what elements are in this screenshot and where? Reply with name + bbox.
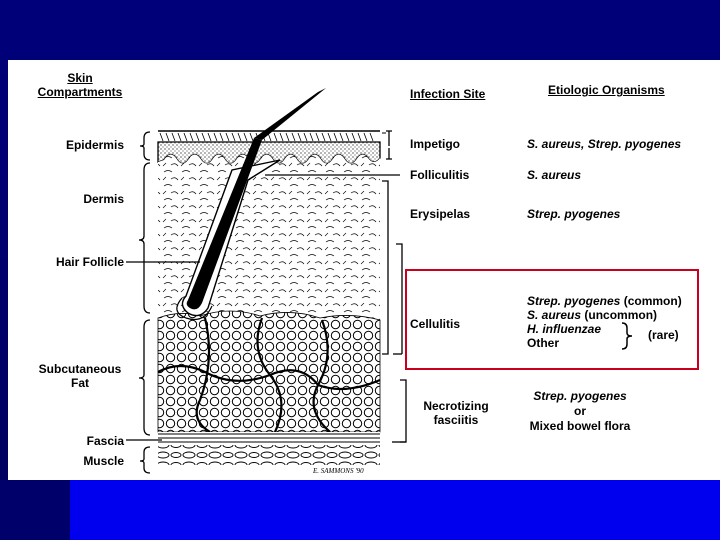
organisms-necrotizing-2: Mixed bowel flora [529, 419, 631, 433]
organisms-necrotizing-or: or [574, 404, 586, 418]
fascia-layer [158, 432, 380, 444]
organisms-cellulitis-line1 [527, 294, 682, 308]
site-cellulitis: Cellulitis [410, 317, 461, 331]
label-muscle: Muscle [83, 454, 124, 468]
header-skin-compartments: Skin Compartments [37, 71, 123, 99]
label-epidermis: Epidermis [65, 138, 124, 152]
rare-brace [620, 322, 634, 350]
organism-strep-pyogenes: Strep. pyogenes [527, 294, 621, 308]
label-subcutaneous-fat: Subcutaneous Fat [38, 362, 122, 390]
site-necrotizing-fasciitis: Necrotizing fasciitis [423, 399, 489, 427]
organisms-cellulitis-rare: (rare) [648, 328, 679, 342]
organisms-cellulitis-line2 [527, 308, 657, 322]
site-folliculitis: Folliculitis [410, 168, 470, 182]
site-impetigo: Impetigo [410, 137, 460, 151]
organism-s-aureus: S. aureus [527, 308, 582, 322]
organisms-necrotizing-1: Strep. pyogenes [533, 389, 627, 403]
organism-frequency-uncommon: (uncommon) [581, 308, 658, 322]
site-erysipelas: Erysipelas [410, 207, 471, 221]
left-braces [139, 132, 150, 473]
organisms-cellulitis-line3: H. influenzae [527, 322, 602, 336]
header-infection-site: Infection Site [410, 87, 486, 101]
muscle-layer [158, 445, 380, 465]
organism-frequency-common: (common) [620, 294, 682, 308]
artist-signature: E. SAMMONS '90 [313, 467, 364, 475]
organisms-impetigo: S. aureus, Strep. pyogenes [527, 137, 682, 151]
right-brackets [382, 131, 406, 442]
organisms-erysipelas: Strep. pyogenes [527, 207, 621, 221]
label-fascia: Fascia [86, 434, 124, 448]
label-hair-follicle: Hair Follicle [55, 255, 124, 269]
header-etiologic-organisms: Etiologic Organisms [548, 83, 665, 97]
label-dermis: Dermis [83, 192, 124, 206]
subcutaneous-fat-layer [158, 311, 380, 432]
organisms-cellulitis-line4: Other [527, 336, 560, 350]
organisms-folliculitis: S. aureus [527, 168, 582, 182]
